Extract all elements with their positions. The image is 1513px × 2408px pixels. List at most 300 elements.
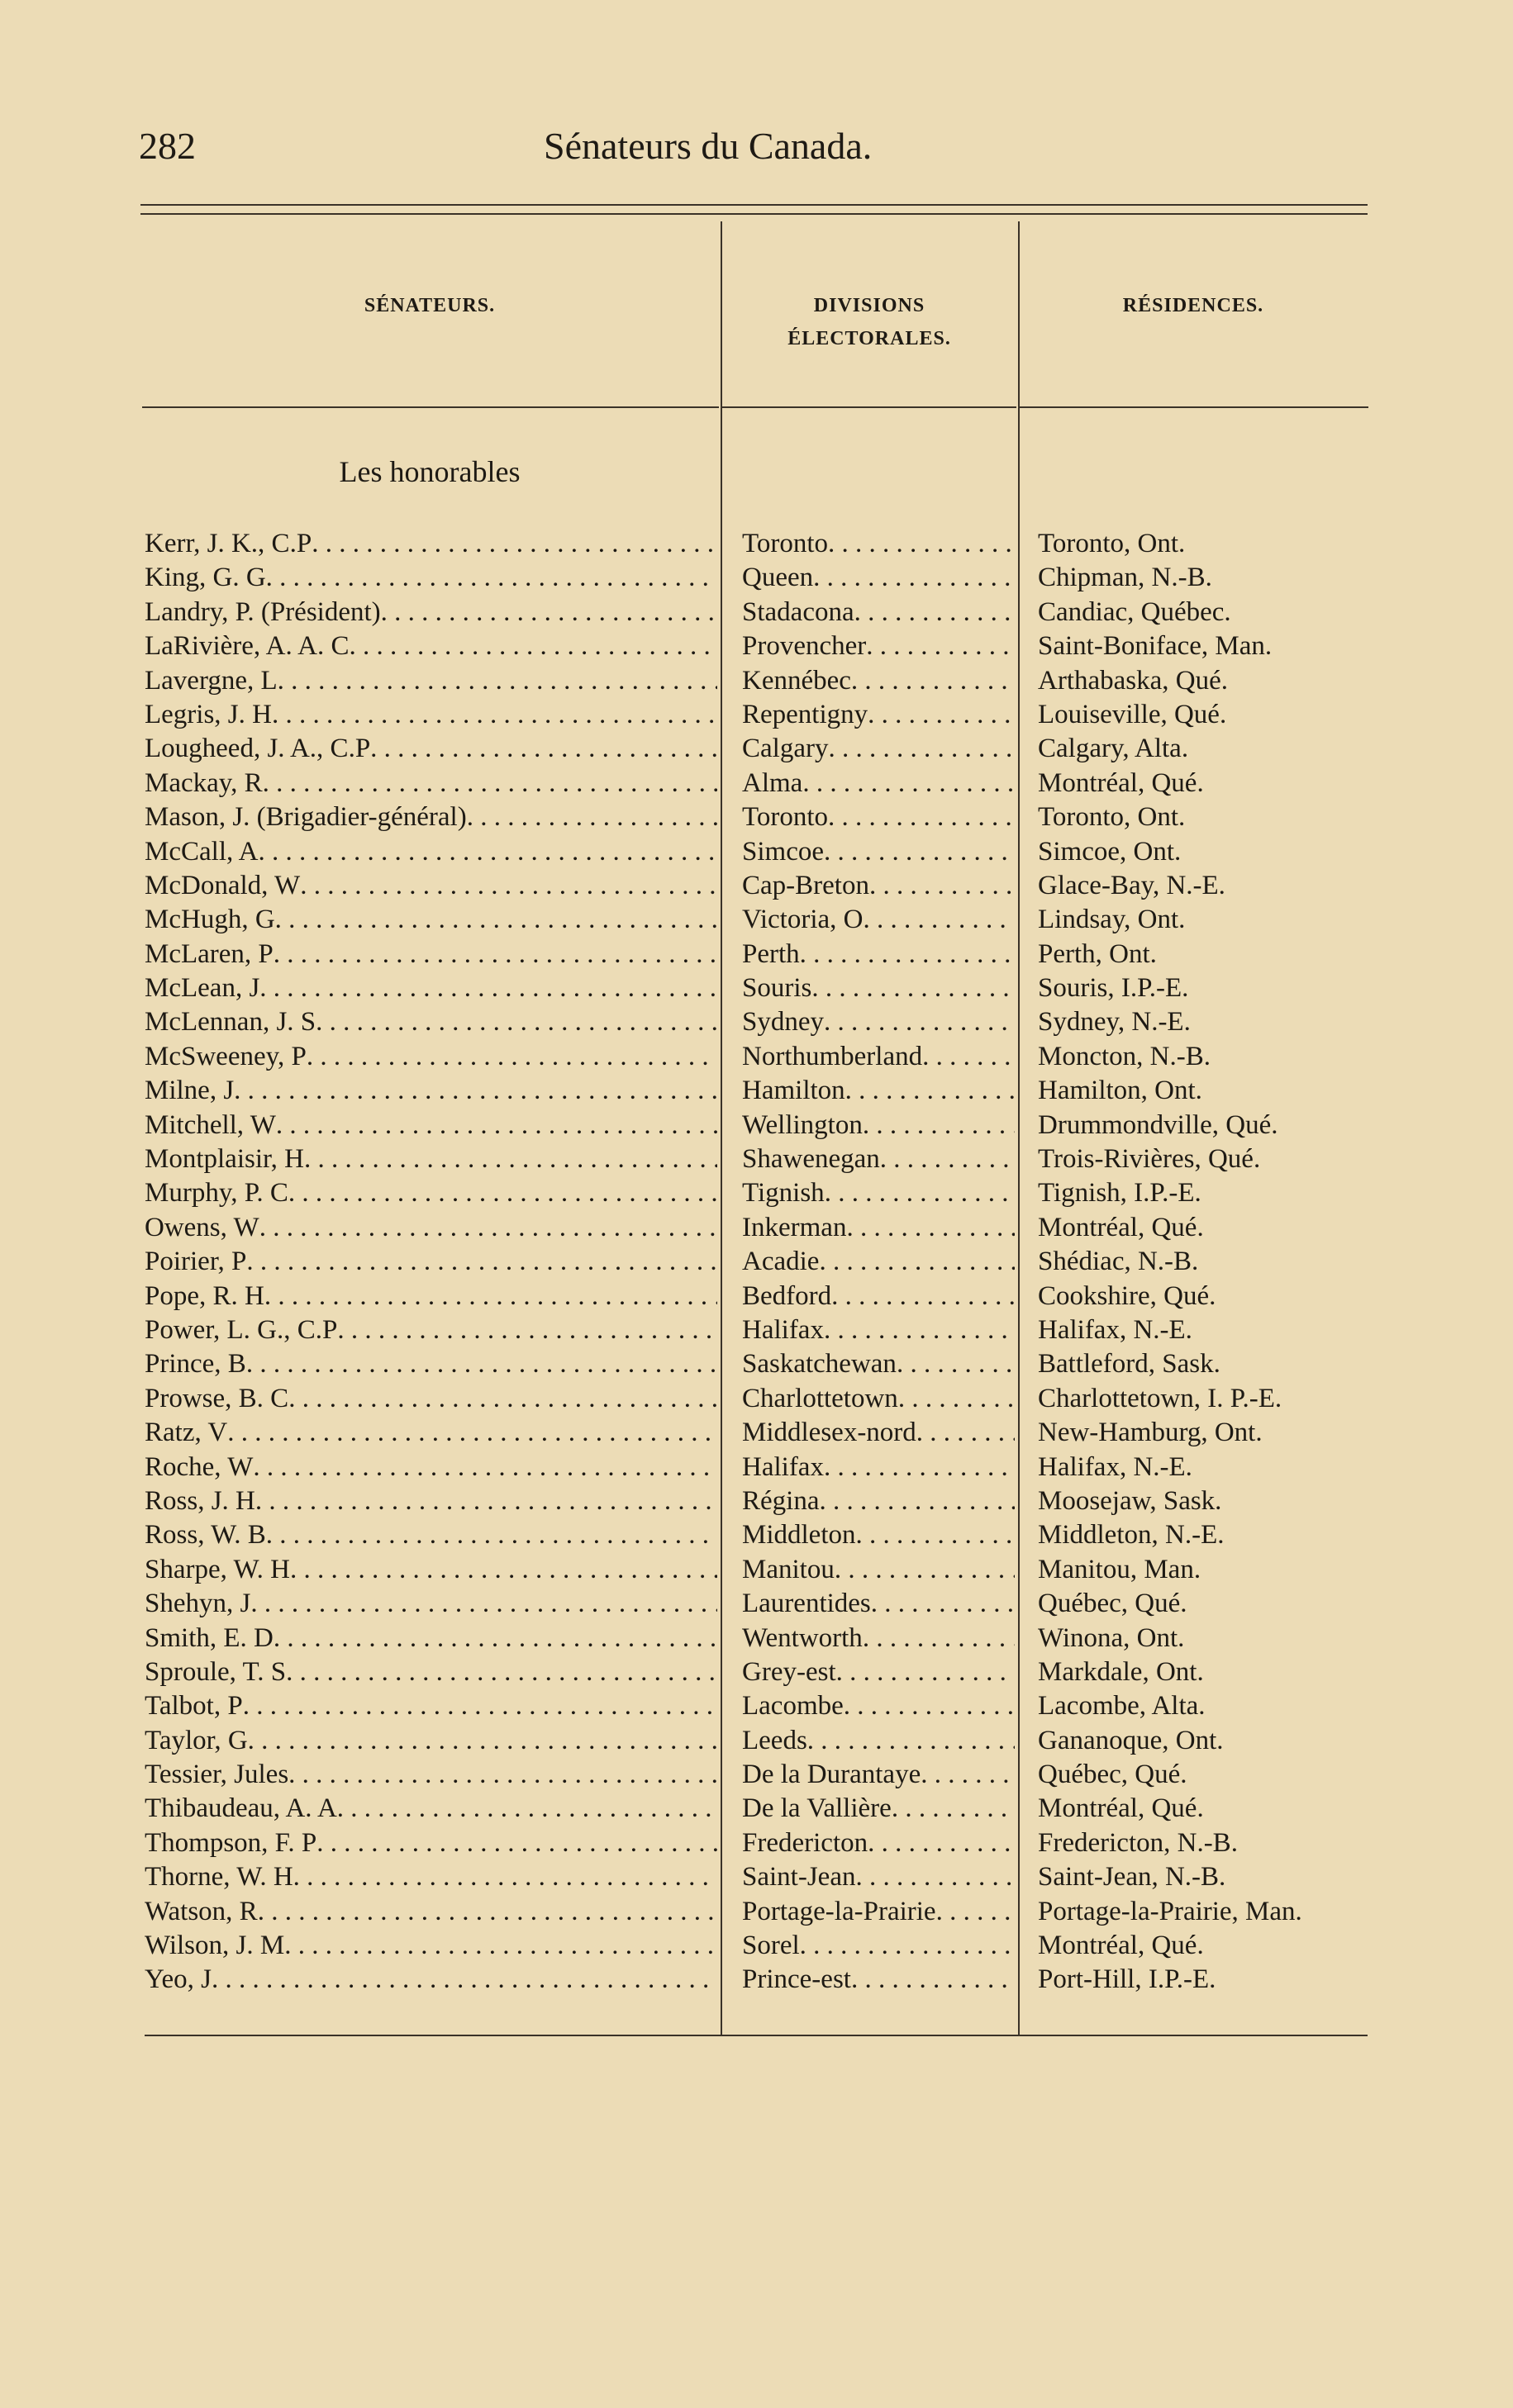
senator-name (145, 1451, 717, 1484)
electoral-division-text: Fredericton (742, 1827, 868, 1858)
residence-text: Charlottetown, I. P.-E. (1038, 1383, 1282, 1413)
electoral-division-text: Lacombe (742, 1691, 844, 1722)
electoral-division-text: Halifax (742, 1451, 824, 1482)
electoral-division-text: Shawenegan (742, 1144, 880, 1175)
senator-name-text: Montplaisir, H (145, 1144, 305, 1175)
residence-text: Perth, Ont. (1038, 938, 1157, 969)
senator-name-text: Thorne, W. H (145, 1862, 293, 1893)
electoral-division (742, 1622, 1015, 1655)
table-row (0, 1347, 1513, 1381)
electoral-division (742, 1587, 1015, 1621)
residence-text: Québec, Qué. (1038, 1589, 1187, 1619)
electoral-division (742, 800, 1015, 834)
residence-text: Montréal, Qué. (1038, 1212, 1204, 1242)
senator-name (145, 527, 717, 561)
leader-dots (288, 1758, 717, 1792)
table-row (0, 629, 1513, 663)
leader-dots (835, 1553, 1015, 1587)
residence-text: Simcoe, Ont. (1038, 836, 1182, 867)
residence (1038, 596, 1368, 629)
electoral-division-text: Acadie (742, 1247, 820, 1277)
residence (1038, 664, 1368, 698)
electoral-division-text: Manitou (742, 1554, 835, 1584)
electoral-division (742, 1451, 1015, 1484)
leader-dots (288, 1382, 717, 1416)
leader-dots (863, 903, 1015, 937)
leader-dots (855, 1860, 1015, 1894)
residence (1038, 938, 1368, 971)
senator-name (145, 1074, 717, 1108)
electoral-division (742, 596, 1015, 629)
table-row (0, 903, 1513, 937)
residence-text: Portage-la-Prairie, Man. (1038, 1896, 1302, 1926)
table-row (0, 1109, 1513, 1142)
leader-dots (250, 1587, 717, 1621)
electoral-division-text: Halifax (742, 1314, 824, 1345)
residence-text: Drummondville, Qué. (1038, 1109, 1278, 1140)
leader-dots (866, 629, 1015, 663)
residence-text: Port-Hill, I.P.-E. (1038, 1964, 1216, 1995)
leader-dots (316, 1826, 717, 1860)
senator-name (145, 1347, 717, 1381)
table-row (0, 1622, 1513, 1655)
senator-name-text: Ratz, V (145, 1418, 228, 1448)
electoral-division (742, 1655, 1015, 1689)
leader-dots (248, 1724, 717, 1758)
senator-name (145, 1689, 717, 1723)
residence-text: Saint-Boniface, Man. (1038, 631, 1273, 662)
electoral-division (742, 938, 1015, 971)
leader-dots (863, 1109, 1015, 1142)
senator-name-text: McLean, J (145, 973, 260, 1004)
leader-dots (892, 1792, 1015, 1826)
senator-name-text: Mitchell, W (145, 1109, 276, 1140)
electoral-division-text: Stadacona (742, 596, 854, 627)
residence-text: Arthabaska, Qué. (1038, 665, 1229, 696)
electoral-division-text: De la Vallière (742, 1793, 892, 1824)
senator-name (145, 767, 717, 800)
electoral-division-text: Repentigny (742, 699, 868, 729)
header-rule (722, 406, 1016, 408)
senator-name-text: Kerr, J. K., C.P (145, 529, 312, 558)
senator-name (145, 1382, 717, 1416)
column-header-senateurs-label: SÉNATEURS. (364, 295, 496, 316)
senator-name (145, 561, 717, 595)
senator-name (145, 1280, 717, 1313)
residence (1038, 869, 1368, 903)
leader-dots (253, 1451, 717, 1484)
senator-name-text: Power, L. G., C.P (145, 1314, 338, 1345)
residence-text: Halifax, N.-E. (1038, 1314, 1192, 1345)
residence (1038, 1689, 1368, 1723)
table-row (0, 1689, 1513, 1723)
table-row (0, 698, 1513, 732)
residence (1038, 1553, 1368, 1587)
leader-dots (290, 1553, 717, 1587)
senator-name-text: Wilson, J. M (145, 1931, 285, 1961)
top-rule (140, 204, 1368, 206)
senator-name-text: Prince, B (145, 1349, 246, 1380)
senator-name-text: Owens, W (145, 1212, 259, 1242)
senator-name (145, 732, 717, 766)
residence-text: Montréal, Qué. (1038, 767, 1204, 798)
table-row (0, 1724, 1513, 1758)
leader-dots (337, 1313, 717, 1347)
residence (1038, 1792, 1368, 1826)
electoral-division-text: Souris (742, 973, 812, 1004)
residence (1038, 1895, 1368, 1929)
leader-dots (278, 664, 717, 698)
residence-text: Gananoque, Ont. (1038, 1725, 1224, 1755)
column-header-divisions-line1: DIVISIONS (813, 295, 925, 316)
leader-dots (922, 1040, 1015, 1074)
residence (1038, 1382, 1368, 1416)
residence-text: Sydney, N.-E. (1038, 1007, 1191, 1038)
electoral-division-text: Toronto (742, 529, 829, 558)
column-header-divisions-line2: ÉLECTORALES. (787, 328, 951, 349)
leader-dots (856, 1518, 1016, 1552)
page-number: 282 (139, 125, 196, 167)
senator-name-text: McCall, A (145, 836, 259, 867)
leader-dots (811, 971, 1015, 1005)
senator-name (145, 903, 717, 937)
leader-dots (802, 767, 1015, 800)
leader-dots (851, 1963, 1015, 1997)
electoral-division (742, 1245, 1015, 1279)
electoral-division-text: Middleton (742, 1520, 856, 1551)
table-row (0, 1860, 1513, 1894)
senator-name-text: LaRivière, A. A. C (145, 631, 350, 662)
residence-text: Québec, Qué. (1038, 1760, 1187, 1790)
residence-text: Shédiac, N.-B. (1038, 1247, 1199, 1277)
electoral-division (742, 1211, 1015, 1245)
residence-text: Manitou, Man. (1038, 1554, 1201, 1584)
senator-name (145, 1758, 717, 1792)
electoral-division-text: Simcoe (742, 836, 824, 867)
electoral-division-text: Calgary (742, 734, 829, 764)
table-row (0, 1758, 1513, 1792)
table-row (0, 767, 1513, 800)
leader-dots (259, 971, 717, 1005)
table-row (0, 1587, 1513, 1621)
table-row (0, 1553, 1513, 1587)
column-header-divisions (722, 289, 1016, 355)
senator-name-text: Thompson, F. P (145, 1827, 317, 1858)
leader-dots (293, 1860, 717, 1894)
column-header-senateurs (140, 289, 719, 322)
table-row (0, 1313, 1513, 1347)
leader-dots (274, 938, 717, 971)
senator-name (145, 1518, 717, 1552)
senator-name (145, 971, 717, 1005)
table-row (0, 1963, 1513, 1997)
senator-name-text: Mackay, R (145, 767, 263, 798)
header-rule (1020, 406, 1368, 408)
senator-name-text: Poirier, P (145, 1247, 247, 1277)
senator-name (145, 1860, 717, 1894)
senator-name (145, 1005, 717, 1039)
electoral-division (742, 698, 1015, 732)
electoral-division-text: Bedford (742, 1280, 832, 1311)
table-row (0, 561, 1513, 595)
electoral-division (742, 561, 1015, 595)
senator-name-text: Legris, J. H (145, 699, 272, 729)
senator-name (145, 1040, 717, 1074)
residence (1038, 1142, 1368, 1176)
table-row (0, 1211, 1513, 1245)
electoral-division-text: Saint-Jean (742, 1862, 856, 1893)
senator-name-text: Ross, W. B (145, 1520, 266, 1551)
table-row (0, 1040, 1513, 1074)
leader-dots (349, 629, 717, 663)
residence-text: Fredericton, N.-B. (1038, 1827, 1238, 1858)
residence-text: Montréal, Qué. (1038, 1793, 1204, 1824)
table-row (0, 1895, 1513, 1929)
electoral-division (742, 664, 1015, 698)
senator-name-text: Talbot, P (145, 1691, 243, 1722)
residence-text: Moosejaw, Sask. (1038, 1485, 1222, 1516)
senator-name (145, 1724, 717, 1758)
senator-name-text: Lavergne, L (145, 665, 278, 696)
electoral-division (742, 1313, 1015, 1347)
leader-dots (897, 1347, 1015, 1381)
residence (1038, 835, 1368, 869)
leader-dots (212, 1963, 717, 1997)
table-row (0, 869, 1513, 903)
electoral-division (742, 1553, 1015, 1587)
bottom-rule (145, 2035, 1368, 2036)
senator-name (145, 1416, 717, 1450)
leader-dots (845, 1074, 1015, 1108)
residence-text: Chipman, N.-B. (1038, 563, 1212, 593)
leader-dots (868, 1826, 1015, 1860)
senator-name (145, 1826, 717, 1860)
senator-name-text: Taylor, G (145, 1725, 248, 1755)
electoral-division (742, 1005, 1015, 1039)
table-row (0, 1929, 1513, 1963)
senator-name (145, 698, 717, 732)
senator-name (145, 1313, 717, 1347)
table-row (0, 1484, 1513, 1518)
electoral-division (742, 971, 1015, 1005)
leader-dots (266, 561, 717, 595)
residence-text: Candiac, Québec. (1038, 596, 1231, 627)
senator-name (145, 1142, 717, 1176)
residence (1038, 561, 1368, 595)
electoral-division-text: Perth (742, 938, 800, 969)
electoral-division (742, 1347, 1015, 1381)
senator-name-text: Milne, J (145, 1076, 235, 1106)
table-row (0, 664, 1513, 698)
leader-dots (246, 1245, 717, 1279)
electoral-division (742, 732, 1015, 766)
electoral-division-text: Saskatchewan (742, 1349, 897, 1380)
table-row (0, 1005, 1513, 1039)
leader-dots (825, 1176, 1015, 1210)
column-header-residences-label: RÉSIDENCES. (1122, 295, 1264, 316)
leader-dots (807, 1724, 1015, 1758)
table-row (0, 1826, 1513, 1860)
electoral-division-text: Kennébec (742, 665, 851, 696)
senator-name (145, 1484, 717, 1518)
electoral-division (742, 1518, 1015, 1552)
electoral-division-text: De la Durantaye (742, 1760, 921, 1790)
residence-text: Middleton, N.-E. (1038, 1520, 1225, 1551)
senator-name (145, 835, 717, 869)
leader-dots (286, 1655, 717, 1689)
residence-text: Glace-Bay, N.-E. (1038, 870, 1225, 900)
electoral-division-text: Inkerman (742, 1212, 847, 1242)
senator-name-text: Tessier, Jules (145, 1760, 289, 1790)
residence (1038, 1860, 1368, 1894)
residence (1038, 1313, 1368, 1347)
electoral-division-text: Portage-la-Prairie (742, 1896, 936, 1926)
senator-name (145, 1895, 717, 1929)
senator-name-text: Landry, P. (Président) (145, 596, 381, 627)
leader-dots (284, 1929, 717, 1963)
residence (1038, 971, 1368, 1005)
residence (1038, 527, 1368, 561)
senator-name-text: Yeo, J (145, 1964, 212, 1995)
senator-name-text: McLennan, J. S (145, 1007, 316, 1038)
leader-dots (846, 1211, 1015, 1245)
leader-dots (863, 1622, 1015, 1655)
electoral-division-text: Northumberland (742, 1041, 923, 1071)
electoral-division-text: Sorel (742, 1931, 800, 1961)
residence-text: New-Hamburg, Ont. (1038, 1418, 1263, 1448)
senator-name (145, 1587, 717, 1621)
electoral-division-text: Prince-est (742, 1964, 851, 1995)
leader-dots (263, 767, 717, 800)
table-row (0, 1792, 1513, 1826)
residence-text: Hamilton, Ont. (1038, 1076, 1202, 1106)
residence (1038, 732, 1368, 766)
leader-dots (300, 869, 717, 903)
leader-dots (828, 732, 1015, 766)
senator-name-text: Smith, E. D (145, 1622, 274, 1653)
senator-name-text: Shehyn, J (145, 1589, 251, 1619)
leader-dots (337, 1792, 717, 1826)
senator-name-text: Watson, R (145, 1896, 258, 1926)
residence-text: Cookshire, Qué. (1038, 1280, 1216, 1311)
leader-dots (258, 1895, 717, 1929)
senator-name-text: Sproule, T. S (145, 1656, 287, 1687)
senator-name (145, 800, 717, 834)
leader-dots (921, 1758, 1015, 1792)
table-row (0, 1280, 1513, 1313)
senator-name-text: Murphy, P. C (145, 1178, 288, 1209)
senator-name-text: McDonald, W (145, 870, 301, 900)
electoral-division-text: Sydney (742, 1007, 824, 1038)
residence (1038, 903, 1368, 937)
electoral-division (742, 1689, 1015, 1723)
table-row (0, 1416, 1513, 1450)
senator-name-text: Ross, J. H (145, 1485, 255, 1516)
residence (1038, 1484, 1368, 1518)
electoral-division-text: Toronto (742, 802, 829, 833)
leader-dots (234, 1074, 717, 1108)
residence (1038, 1451, 1368, 1484)
leader-dots (828, 527, 1015, 561)
residence-text: Lacombe, Alta. (1038, 1691, 1206, 1722)
table-row (0, 732, 1513, 766)
intro-label: Les honorables (339, 455, 521, 488)
electoral-division (742, 527, 1015, 561)
residence (1038, 1040, 1368, 1074)
senator-name-text: Pope, R. H (145, 1280, 264, 1311)
residence (1038, 1518, 1368, 1552)
residence-text: Montréal, Qué. (1038, 1931, 1204, 1961)
electoral-division-text: Wellington (742, 1109, 863, 1140)
senator-name (145, 629, 717, 663)
senator-name (145, 869, 717, 903)
residence (1038, 1587, 1368, 1621)
senators-table-body (0, 527, 1513, 1997)
leader-dots (312, 527, 717, 561)
residence (1038, 1347, 1368, 1381)
leader-dots (828, 800, 1015, 834)
table-row (0, 1518, 1513, 1552)
electoral-division-text: Wentworth (742, 1622, 863, 1653)
senator-name-text: Prowse, B. C (145, 1383, 289, 1413)
senator-name-text: McHugh, G (145, 905, 275, 935)
leader-dots (255, 1484, 717, 1518)
electoral-division (742, 1176, 1015, 1210)
leader-dots (266, 1518, 717, 1552)
electoral-division-text: Grey-est (742, 1656, 836, 1687)
residence (1038, 1211, 1368, 1245)
leader-dots (370, 732, 717, 766)
senator-name (145, 596, 717, 629)
senator-name (145, 1622, 717, 1655)
residence (1038, 1005, 1368, 1039)
leader-dots (246, 1347, 717, 1381)
residence (1038, 698, 1368, 732)
residence-text: Lindsay, Ont. (1038, 905, 1186, 935)
residence (1038, 1622, 1368, 1655)
residence-text: Battleford, Sask. (1038, 1349, 1220, 1380)
residence (1038, 767, 1368, 800)
table-row (0, 938, 1513, 971)
leader-dots (854, 596, 1015, 629)
top-rule-secondary (140, 213, 1368, 215)
leader-dots (831, 1280, 1015, 1313)
leader-dots (467, 800, 717, 834)
electoral-division (742, 767, 1015, 800)
electoral-division (742, 629, 1015, 663)
residence-text: Souris, I.P.-E. (1038, 973, 1189, 1004)
senator-name-text: Thibaudeau, A. A (145, 1793, 337, 1824)
senator-name-text: McLaren, P (145, 938, 274, 969)
leader-dots (227, 1416, 717, 1450)
leader-dots (868, 698, 1015, 732)
residence (1038, 1109, 1368, 1142)
residence (1038, 629, 1368, 663)
leader-dots (259, 1211, 717, 1245)
senator-name (145, 1963, 717, 1997)
leader-dots (800, 938, 1015, 971)
leader-dots (288, 1176, 717, 1210)
leader-dots (898, 1382, 1015, 1416)
electoral-division-text: Laurentides (742, 1589, 871, 1619)
header-rule (142, 406, 719, 408)
electoral-division (742, 1382, 1015, 1416)
residence (1038, 800, 1368, 834)
leader-dots (264, 1280, 717, 1313)
table-row (0, 527, 1513, 561)
residence (1038, 1176, 1368, 1210)
table-row (0, 1142, 1513, 1176)
